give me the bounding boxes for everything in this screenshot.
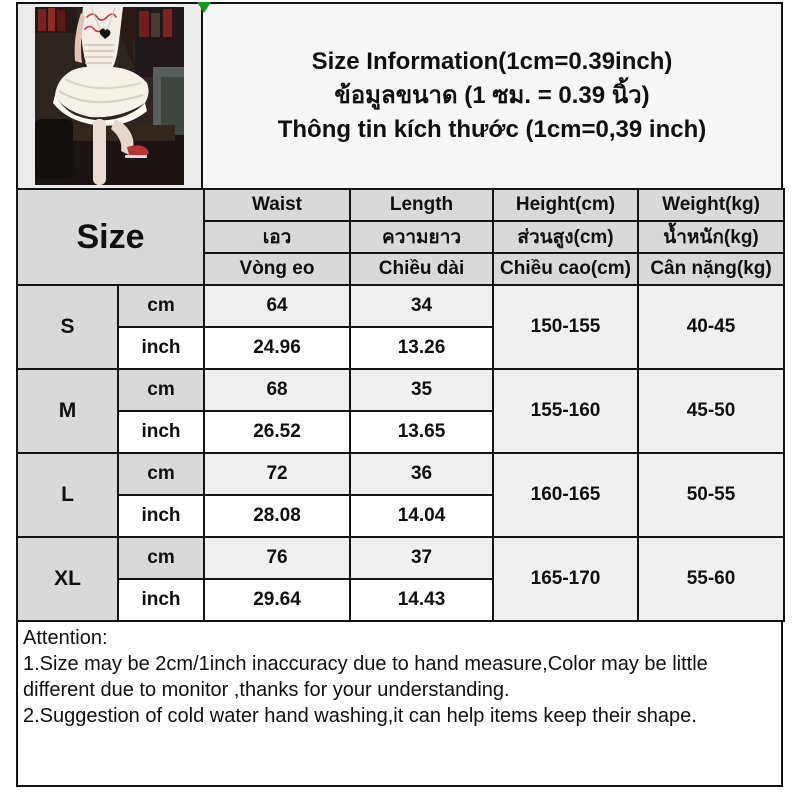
size-label-s: S [17, 285, 118, 369]
col-weight-en: Weight(kg) [638, 189, 784, 221]
header-row-english [17, 189, 784, 221]
product-photo-cell [16, 2, 203, 190]
col-length-en: Length [350, 189, 493, 221]
s-weight: 40-45 [638, 285, 784, 369]
attention-line-1: 1.Size may be 2cm/1inch inaccuracy due to hand measure,Color may be little different due to monitor ,thanks for your understanding. [23, 653, 708, 701]
title-english: Size Information(1cm=0.39inch) [311, 48, 673, 75]
attention-note [16, 620, 783, 787]
size-label-xl: XL [17, 537, 118, 621]
xl-waist-inch: 29.64 [204, 579, 350, 621]
size-table [16, 188, 785, 622]
attention-heading: Attention: [23, 627, 108, 649]
col-height-en: Height(cm) [493, 189, 638, 221]
m-waist-cm: 68 [204, 369, 350, 411]
s-length-inch: 13.26 [350, 327, 493, 369]
size-header-cell: Size [17, 189, 204, 285]
m-length-cm: 35 [350, 369, 493, 411]
xl-length-inch: 14.43 [350, 579, 493, 621]
size-info-title-block [203, 2, 783, 190]
green-corner-marker-icon [197, 2, 211, 13]
s-height: 150-155 [493, 285, 638, 369]
l-weight: 50-55 [638, 453, 784, 537]
unit-inch: inch [118, 327, 204, 369]
top-band [16, 2, 783, 190]
l-waist-inch: 28.08 [204, 495, 350, 537]
s-length-cm: 34 [350, 285, 493, 327]
unit-cm: cm [118, 453, 204, 495]
attention-line-2: 2.Suggestion of cold water hand washing,it can help items keep their shape. [23, 705, 697, 727]
s-waist-cm: 64 [204, 285, 350, 327]
col-weight-th: น้ำหนัก(kg) [638, 221, 784, 253]
s-waist-inch: 24.96 [204, 327, 350, 369]
unit-inch: inch [118, 411, 204, 453]
title-vietnamese: Thông tin kích thước (1cm=0,39 inch) [277, 116, 707, 143]
unit-cm: cm [118, 537, 204, 579]
size-label-m: M [17, 369, 118, 453]
col-waist-th: เอว [204, 221, 350, 253]
xl-length-cm: 37 [350, 537, 493, 579]
size-label-l: L [17, 453, 118, 537]
row-l-cm [17, 453, 784, 495]
m-length-inch: 13.65 [350, 411, 493, 453]
col-height-th: ส่วนสูง(cm) [493, 221, 638, 253]
col-waist-en: Waist [204, 189, 350, 221]
unit-inch: inch [118, 495, 204, 537]
xl-height: 165-170 [493, 537, 638, 621]
m-weight: 45-50 [638, 369, 784, 453]
l-height: 160-165 [493, 453, 638, 537]
col-length-th: ความยาว [350, 221, 493, 253]
xl-waist-cm: 76 [204, 537, 350, 579]
unit-inch: inch [118, 579, 204, 621]
l-length-cm: 36 [350, 453, 493, 495]
row-xl-cm [17, 537, 784, 579]
col-length-vi: Chiều dài [350, 253, 493, 285]
l-waist-cm: 72 [204, 453, 350, 495]
col-weight-vi: Cân nặng(kg) [638, 253, 784, 285]
unit-cm: cm [118, 285, 204, 327]
title-thai: ข้อมูลขนาด (1 ซม. = 0.39 นิ้ว) [334, 82, 650, 109]
unit-cm: cm [118, 369, 204, 411]
m-waist-inch: 26.52 [204, 411, 350, 453]
m-height: 155-160 [493, 369, 638, 453]
product-photo [35, 7, 184, 185]
col-height-vi: Chiều cao(cm) [493, 253, 638, 285]
col-waist-vi: Vòng eo [204, 253, 350, 285]
l-length-inch: 14.04 [350, 495, 493, 537]
row-s-cm [17, 285, 784, 327]
row-m-cm [17, 369, 784, 411]
xl-weight: 55-60 [638, 537, 784, 621]
